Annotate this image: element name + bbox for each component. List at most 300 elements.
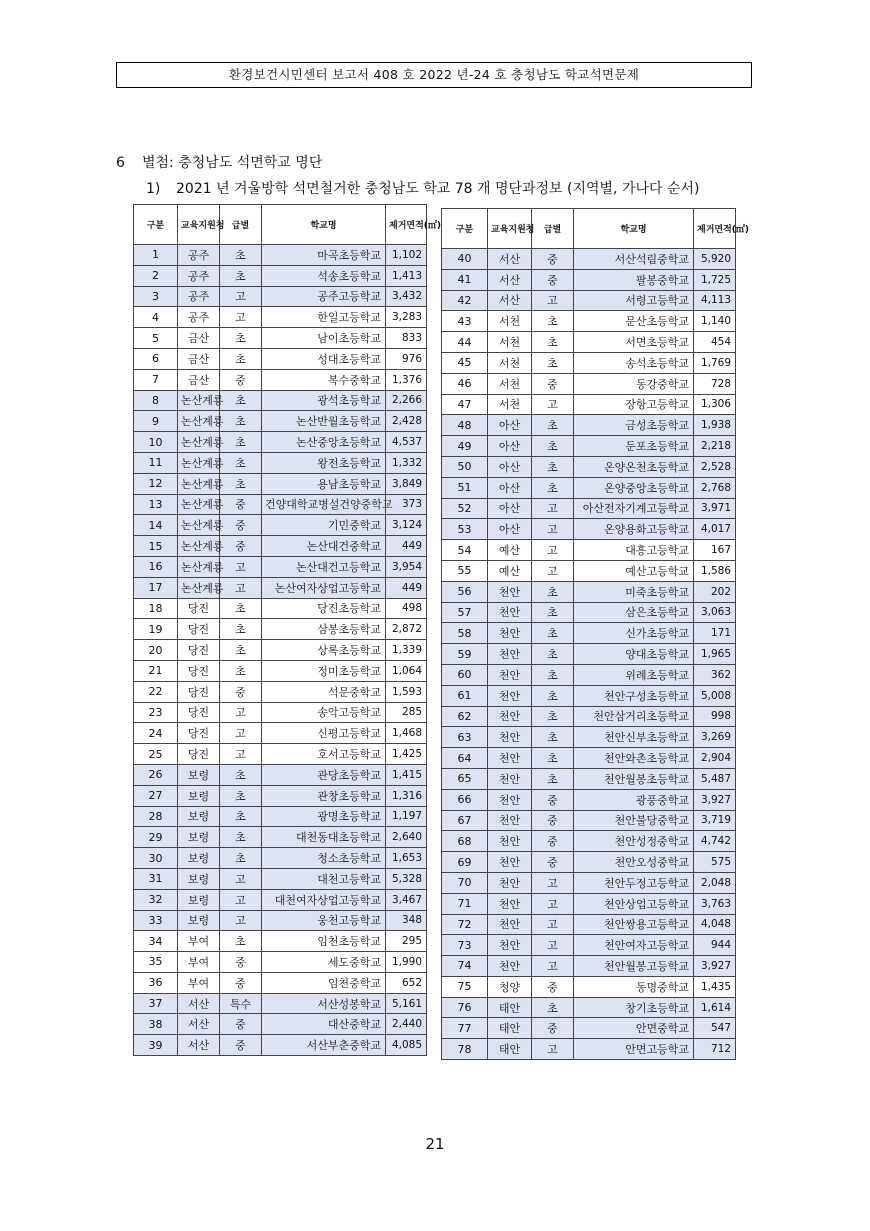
cell-area: 998 xyxy=(694,706,736,727)
cell-school: 대천동대초등학교 xyxy=(262,827,386,848)
table-row xyxy=(134,473,427,494)
cell-school: 안면중학교 xyxy=(574,1018,694,1039)
cell-level: 중 xyxy=(532,1018,574,1039)
cell-no: 78 xyxy=(442,1039,488,1060)
cell-office: 부여 xyxy=(178,931,220,952)
cell-school: 서면초등학교 xyxy=(574,332,694,353)
cell-office: 천안 xyxy=(488,852,532,873)
cell-level: 초 xyxy=(220,785,262,806)
cell-school: 복수중학교 xyxy=(262,369,386,390)
cell-level: 중 xyxy=(220,369,262,390)
cell-office: 서산 xyxy=(178,993,220,1014)
cell-school: 세도중학교 xyxy=(262,952,386,973)
report-header-text: 환경보건시민센터 보고서 408 호 2022 년-24 호 충청남도 학교석면문제 xyxy=(228,67,640,82)
cell-office: 서산 xyxy=(488,269,532,290)
cell-area: 2,768 xyxy=(694,477,736,498)
table-body-right xyxy=(442,249,736,1060)
cell-no: 6 xyxy=(134,348,178,369)
cell-no: 73 xyxy=(442,935,488,956)
table-row xyxy=(442,852,736,873)
cell-area: 1,102 xyxy=(386,245,427,266)
cell-area: 1,339 xyxy=(386,640,427,661)
table-row xyxy=(442,602,736,623)
col-header-area: 제거면적(㎡) xyxy=(386,205,427,245)
cell-area: 1,316 xyxy=(386,785,427,806)
table-row xyxy=(134,411,427,432)
cell-level: 초 xyxy=(220,473,262,494)
cell-school: 동강중학교 xyxy=(574,373,694,394)
table-row xyxy=(442,935,736,956)
cell-office: 금산 xyxy=(178,348,220,369)
cell-level: 중 xyxy=(532,976,574,997)
cell-school: 신평고등학교 xyxy=(262,723,386,744)
cell-no: 57 xyxy=(442,602,488,623)
table-row xyxy=(134,1014,427,1035)
cell-office: 서천 xyxy=(488,394,532,415)
cell-area: 3,954 xyxy=(386,556,427,577)
cell-area: 547 xyxy=(694,1018,736,1039)
cell-office: 논산계룡 xyxy=(178,473,220,494)
cell-area: 2,428 xyxy=(386,411,427,432)
cell-area: 2,640 xyxy=(386,827,427,848)
cell-area: 2,528 xyxy=(694,456,736,477)
table-row xyxy=(442,415,736,436)
cell-no: 54 xyxy=(442,540,488,561)
cell-area: 295 xyxy=(386,931,427,952)
cell-level: 고 xyxy=(532,935,574,956)
cell-school: 송석초등학교 xyxy=(574,352,694,373)
table-row xyxy=(442,810,736,831)
cell-area: 1,468 xyxy=(386,723,427,744)
cell-area: 5,008 xyxy=(694,685,736,706)
cell-area: 1,376 xyxy=(386,369,427,390)
cell-area: 202 xyxy=(694,581,736,602)
cell-no: 24 xyxy=(134,723,178,744)
cell-school: 서산부춘중학교 xyxy=(262,1035,386,1056)
table-row xyxy=(134,348,427,369)
cell-area: 4,048 xyxy=(694,914,736,935)
cell-level: 고 xyxy=(532,560,574,581)
cell-school: 신가초등학교 xyxy=(574,623,694,644)
cell-office: 공주 xyxy=(178,245,220,266)
table-row xyxy=(134,931,427,952)
cell-no: 68 xyxy=(442,831,488,852)
cell-school: 남이초등학교 xyxy=(262,328,386,349)
table-row xyxy=(134,868,427,889)
cell-area: 1,586 xyxy=(694,560,736,581)
cell-office: 아산 xyxy=(488,477,532,498)
cell-area: 373 xyxy=(386,494,427,515)
cell-level: 중 xyxy=(220,952,262,973)
cell-school: 온양온천초등학교 xyxy=(574,456,694,477)
cell-no: 22 xyxy=(134,681,178,702)
cell-office: 논산계룡 xyxy=(178,515,220,536)
cell-office: 서천 xyxy=(488,311,532,332)
cell-school: 둔포초등학교 xyxy=(574,436,694,457)
cell-no: 10 xyxy=(134,432,178,453)
cell-office: 아산 xyxy=(488,456,532,477)
cell-school: 예산고등학교 xyxy=(574,560,694,581)
cell-area: 712 xyxy=(694,1039,736,1060)
cell-area: 348 xyxy=(386,910,427,931)
cell-office: 당진 xyxy=(178,681,220,702)
table-row xyxy=(134,598,427,619)
table-row xyxy=(134,577,427,598)
cell-no: 56 xyxy=(442,581,488,602)
cell-office: 서산 xyxy=(178,1014,220,1035)
cell-school: 공주고등학교 xyxy=(262,286,386,307)
cell-area: 3,467 xyxy=(386,889,427,910)
cell-level: 고 xyxy=(220,307,262,328)
cell-area: 5,487 xyxy=(694,768,736,789)
cell-no: 64 xyxy=(442,748,488,769)
cell-area: 3,432 xyxy=(386,286,427,307)
cell-area: 3,283 xyxy=(386,307,427,328)
cell-level: 고 xyxy=(220,702,262,723)
cell-area: 285 xyxy=(386,702,427,723)
table-row xyxy=(134,660,427,681)
cell-level: 중 xyxy=(532,249,574,270)
cell-school: 기민중학교 xyxy=(262,515,386,536)
cell-office: 서천 xyxy=(488,373,532,394)
cell-no: 9 xyxy=(134,411,178,432)
cell-level: 초 xyxy=(532,456,574,477)
table-row xyxy=(134,265,427,286)
cell-level: 초 xyxy=(220,931,262,952)
cell-level: 고 xyxy=(532,498,574,519)
cell-office: 보령 xyxy=(178,848,220,869)
cell-no: 15 xyxy=(134,536,178,557)
table-row xyxy=(134,723,427,744)
cell-level: 중 xyxy=(220,515,262,536)
cell-office: 금산 xyxy=(178,369,220,390)
cell-level: 중 xyxy=(220,536,262,557)
cell-area: 167 xyxy=(694,540,736,561)
cell-level: 초 xyxy=(220,806,262,827)
table-row xyxy=(134,390,427,411)
cell-area: 1,593 xyxy=(386,681,427,702)
cell-school: 대흥고등학교 xyxy=(574,540,694,561)
cell-no: 29 xyxy=(134,827,178,848)
cell-school: 아산전자기계고등학교 xyxy=(574,498,694,519)
cell-area: 5,920 xyxy=(694,249,736,270)
cell-area: 1,197 xyxy=(386,806,427,827)
cell-office: 천안 xyxy=(488,602,532,623)
cell-area: 575 xyxy=(694,852,736,873)
cell-no: 72 xyxy=(442,914,488,935)
cell-level: 고 xyxy=(532,914,574,935)
cell-office: 예산 xyxy=(488,540,532,561)
cell-no: 7 xyxy=(134,369,178,390)
cell-school: 당진초등학교 xyxy=(262,598,386,619)
cell-office: 청양 xyxy=(488,976,532,997)
cell-no: 69 xyxy=(442,852,488,873)
cell-office: 천안 xyxy=(488,914,532,935)
cell-school: 관당초등학교 xyxy=(262,764,386,785)
page-number: 21 xyxy=(425,1135,445,1153)
cell-school: 서산석림중학교 xyxy=(574,249,694,270)
cell-office: 논산계룡 xyxy=(178,411,220,432)
cell-office: 논산계룡 xyxy=(178,390,220,411)
cell-level: 중 xyxy=(532,810,574,831)
cell-school: 천안불당중학교 xyxy=(574,810,694,831)
cell-school: 논산여자상업고등학교 xyxy=(262,577,386,598)
cell-area: 3,063 xyxy=(694,602,736,623)
cell-school: 광명초등학교 xyxy=(262,806,386,827)
table-row xyxy=(442,540,736,561)
cell-office: 보령 xyxy=(178,764,220,785)
cell-no: 51 xyxy=(442,477,488,498)
cell-area: 833 xyxy=(386,328,427,349)
cell-school: 온양용화고등학교 xyxy=(574,519,694,540)
cell-area: 1,415 xyxy=(386,764,427,785)
cell-school: 한일고등학교 xyxy=(262,307,386,328)
section-heading xyxy=(116,154,322,172)
cell-office: 보령 xyxy=(178,827,220,848)
cell-level: 고 xyxy=(532,872,574,893)
cell-office: 논산계룡 xyxy=(178,452,220,473)
cell-area: 454 xyxy=(694,332,736,353)
cell-office: 부여 xyxy=(178,952,220,973)
cell-school: 정미초등학교 xyxy=(262,660,386,681)
cell-level: 고 xyxy=(532,540,574,561)
cell-area: 3,269 xyxy=(694,727,736,748)
cell-office: 공주 xyxy=(178,307,220,328)
table-row xyxy=(442,727,736,748)
cell-no: 52 xyxy=(442,498,488,519)
cell-no: 11 xyxy=(134,452,178,473)
cell-office: 태안 xyxy=(488,1018,532,1039)
cell-area: 498 xyxy=(386,598,427,619)
cell-office: 당진 xyxy=(178,640,220,661)
table-row xyxy=(442,249,736,270)
cell-level: 초 xyxy=(532,664,574,685)
table-row xyxy=(442,394,736,415)
cell-office: 아산 xyxy=(488,519,532,540)
cell-level: 고 xyxy=(220,577,262,598)
cell-level: 초 xyxy=(220,764,262,785)
cell-area: 362 xyxy=(694,664,736,685)
cell-school: 대산중학교 xyxy=(262,1014,386,1035)
cell-no: 70 xyxy=(442,872,488,893)
cell-school: 천안성정중학교 xyxy=(574,831,694,852)
table-row xyxy=(442,332,736,353)
cell-no: 76 xyxy=(442,997,488,1018)
table-row xyxy=(442,768,736,789)
cell-level: 초 xyxy=(532,352,574,373)
table-row xyxy=(134,640,427,661)
cell-area: 3,124 xyxy=(386,515,427,536)
cell-area: 3,719 xyxy=(694,810,736,831)
cell-school: 창기초등학교 xyxy=(574,997,694,1018)
cell-area: 2,440 xyxy=(386,1014,427,1035)
cell-office: 금산 xyxy=(178,328,220,349)
cell-level: 초 xyxy=(220,848,262,869)
cell-office: 공주 xyxy=(178,265,220,286)
table-row xyxy=(134,952,427,973)
cell-office: 천안 xyxy=(488,685,532,706)
cell-area: 1,653 xyxy=(386,848,427,869)
cell-school: 성대초등학교 xyxy=(262,348,386,369)
cell-no: 53 xyxy=(442,519,488,540)
cell-area: 449 xyxy=(386,577,427,598)
cell-school: 대천여자상업고등학교 xyxy=(262,889,386,910)
cell-no: 21 xyxy=(134,660,178,681)
cell-no: 43 xyxy=(442,311,488,332)
cell-school: 장항고등학교 xyxy=(574,394,694,415)
cell-level: 초 xyxy=(220,348,262,369)
cell-office: 공주 xyxy=(178,286,220,307)
cell-area: 5,161 xyxy=(386,993,427,1014)
cell-office: 천안 xyxy=(488,581,532,602)
cell-office: 예산 xyxy=(488,560,532,581)
cell-no: 58 xyxy=(442,623,488,644)
cell-no: 27 xyxy=(134,785,178,806)
table-row xyxy=(442,519,736,540)
cell-area: 2,048 xyxy=(694,872,736,893)
cell-no: 63 xyxy=(442,727,488,748)
cell-office: 당진 xyxy=(178,660,220,681)
col-header-no: 구분 xyxy=(134,205,178,245)
table-row xyxy=(134,328,427,349)
cell-office: 천안 xyxy=(488,893,532,914)
cell-level: 중 xyxy=(220,494,262,515)
cell-no: 66 xyxy=(442,789,488,810)
cell-office: 천안 xyxy=(488,644,532,665)
cell-no: 42 xyxy=(442,290,488,311)
table-row xyxy=(442,560,736,581)
cell-level: 중 xyxy=(220,1035,262,1056)
cell-area: 1,435 xyxy=(694,976,736,997)
cell-level: 초 xyxy=(220,432,262,453)
cell-office: 천안 xyxy=(488,768,532,789)
table-row xyxy=(442,352,736,373)
table-row xyxy=(134,681,427,702)
cell-level: 초 xyxy=(220,390,262,411)
cell-no: 71 xyxy=(442,893,488,914)
cell-no: 23 xyxy=(134,702,178,723)
cell-no: 59 xyxy=(442,644,488,665)
table-row xyxy=(442,872,736,893)
cell-no: 25 xyxy=(134,744,178,765)
cell-no: 5 xyxy=(134,328,178,349)
table-row xyxy=(134,848,427,869)
cell-office: 논산계룡 xyxy=(178,494,220,515)
cell-no: 38 xyxy=(134,1014,178,1035)
cell-school: 마곡초등학교 xyxy=(262,245,386,266)
cell-office: 천안 xyxy=(488,748,532,769)
cell-no: 8 xyxy=(134,390,178,411)
cell-no: 34 xyxy=(134,931,178,952)
table-row xyxy=(442,997,736,1018)
cell-area: 4,085 xyxy=(386,1035,427,1056)
cell-school: 양대초등학교 xyxy=(574,644,694,665)
cell-no: 65 xyxy=(442,768,488,789)
cell-office: 태안 xyxy=(488,997,532,1018)
cell-no: 49 xyxy=(442,436,488,457)
cell-no: 55 xyxy=(442,560,488,581)
cell-level: 고 xyxy=(532,394,574,415)
cell-area: 3,763 xyxy=(694,893,736,914)
cell-office: 논산계룡 xyxy=(178,556,220,577)
table-row xyxy=(134,1035,427,1056)
cell-school: 관창초등학교 xyxy=(262,785,386,806)
cell-no: 19 xyxy=(134,619,178,640)
table-row xyxy=(134,369,427,390)
cell-office: 서천 xyxy=(488,332,532,353)
cell-area: 2,266 xyxy=(386,390,427,411)
subsection-heading xyxy=(146,180,700,198)
cell-no: 1 xyxy=(134,245,178,266)
table-row xyxy=(442,664,736,685)
cell-level: 고 xyxy=(220,286,262,307)
cell-school: 천안상업고등학교 xyxy=(574,893,694,914)
table-row xyxy=(134,702,427,723)
cell-no: 37 xyxy=(134,993,178,1014)
table-row xyxy=(134,910,427,931)
cell-level: 초 xyxy=(532,997,574,1018)
table-row xyxy=(134,307,427,328)
cell-office: 서천 xyxy=(488,352,532,373)
cell-level: 초 xyxy=(220,265,262,286)
cell-school: 용남초등학교 xyxy=(262,473,386,494)
cell-school: 건양대학교병설건양중학교 xyxy=(262,494,386,515)
cell-school: 미죽초등학교 xyxy=(574,581,694,602)
cell-school: 서령고등학교 xyxy=(574,290,694,311)
section-title: 별첨: 충청남도 석면학교 명단 xyxy=(142,155,323,171)
school-table-left xyxy=(133,204,442,1056)
cell-area: 2,904 xyxy=(694,748,736,769)
cell-level: 초 xyxy=(220,660,262,681)
cell-office: 당진 xyxy=(178,598,220,619)
cell-school: 천안쌍용고등학교 xyxy=(574,914,694,935)
table-row xyxy=(134,972,427,993)
table-row xyxy=(442,373,736,394)
cell-school: 청소초등학교 xyxy=(262,848,386,869)
cell-area: 1,413 xyxy=(386,265,427,286)
cell-area: 1,769 xyxy=(694,352,736,373)
table-row xyxy=(442,685,736,706)
table-row xyxy=(442,498,736,519)
report-header xyxy=(116,62,752,88)
cell-level: 중 xyxy=(220,681,262,702)
table-row xyxy=(134,452,427,473)
table-row xyxy=(134,536,427,557)
col-header-level: 급별 xyxy=(532,209,574,249)
cell-office: 천안 xyxy=(488,935,532,956)
cell-no: 35 xyxy=(134,952,178,973)
cell-school: 상록초등학교 xyxy=(262,640,386,661)
cell-no: 16 xyxy=(134,556,178,577)
col-header-office: 교육지원청 xyxy=(178,205,220,245)
cell-level: 초 xyxy=(532,644,574,665)
school-table-right xyxy=(441,208,750,1060)
cell-area: 3,849 xyxy=(386,473,427,494)
cell-office: 천안 xyxy=(488,872,532,893)
section-number: 6 xyxy=(116,155,125,171)
table-row xyxy=(442,456,736,477)
cell-school: 송악고등학교 xyxy=(262,702,386,723)
cell-no: 20 xyxy=(134,640,178,661)
cell-no: 44 xyxy=(442,332,488,353)
cell-no: 74 xyxy=(442,956,488,977)
cell-school: 논산반월초등학교 xyxy=(262,411,386,432)
cell-area: 4,017 xyxy=(694,519,736,540)
cell-office: 보령 xyxy=(178,806,220,827)
cell-no: 12 xyxy=(134,473,178,494)
cell-school: 호서고등학교 xyxy=(262,744,386,765)
cell-area: 1,332 xyxy=(386,452,427,473)
